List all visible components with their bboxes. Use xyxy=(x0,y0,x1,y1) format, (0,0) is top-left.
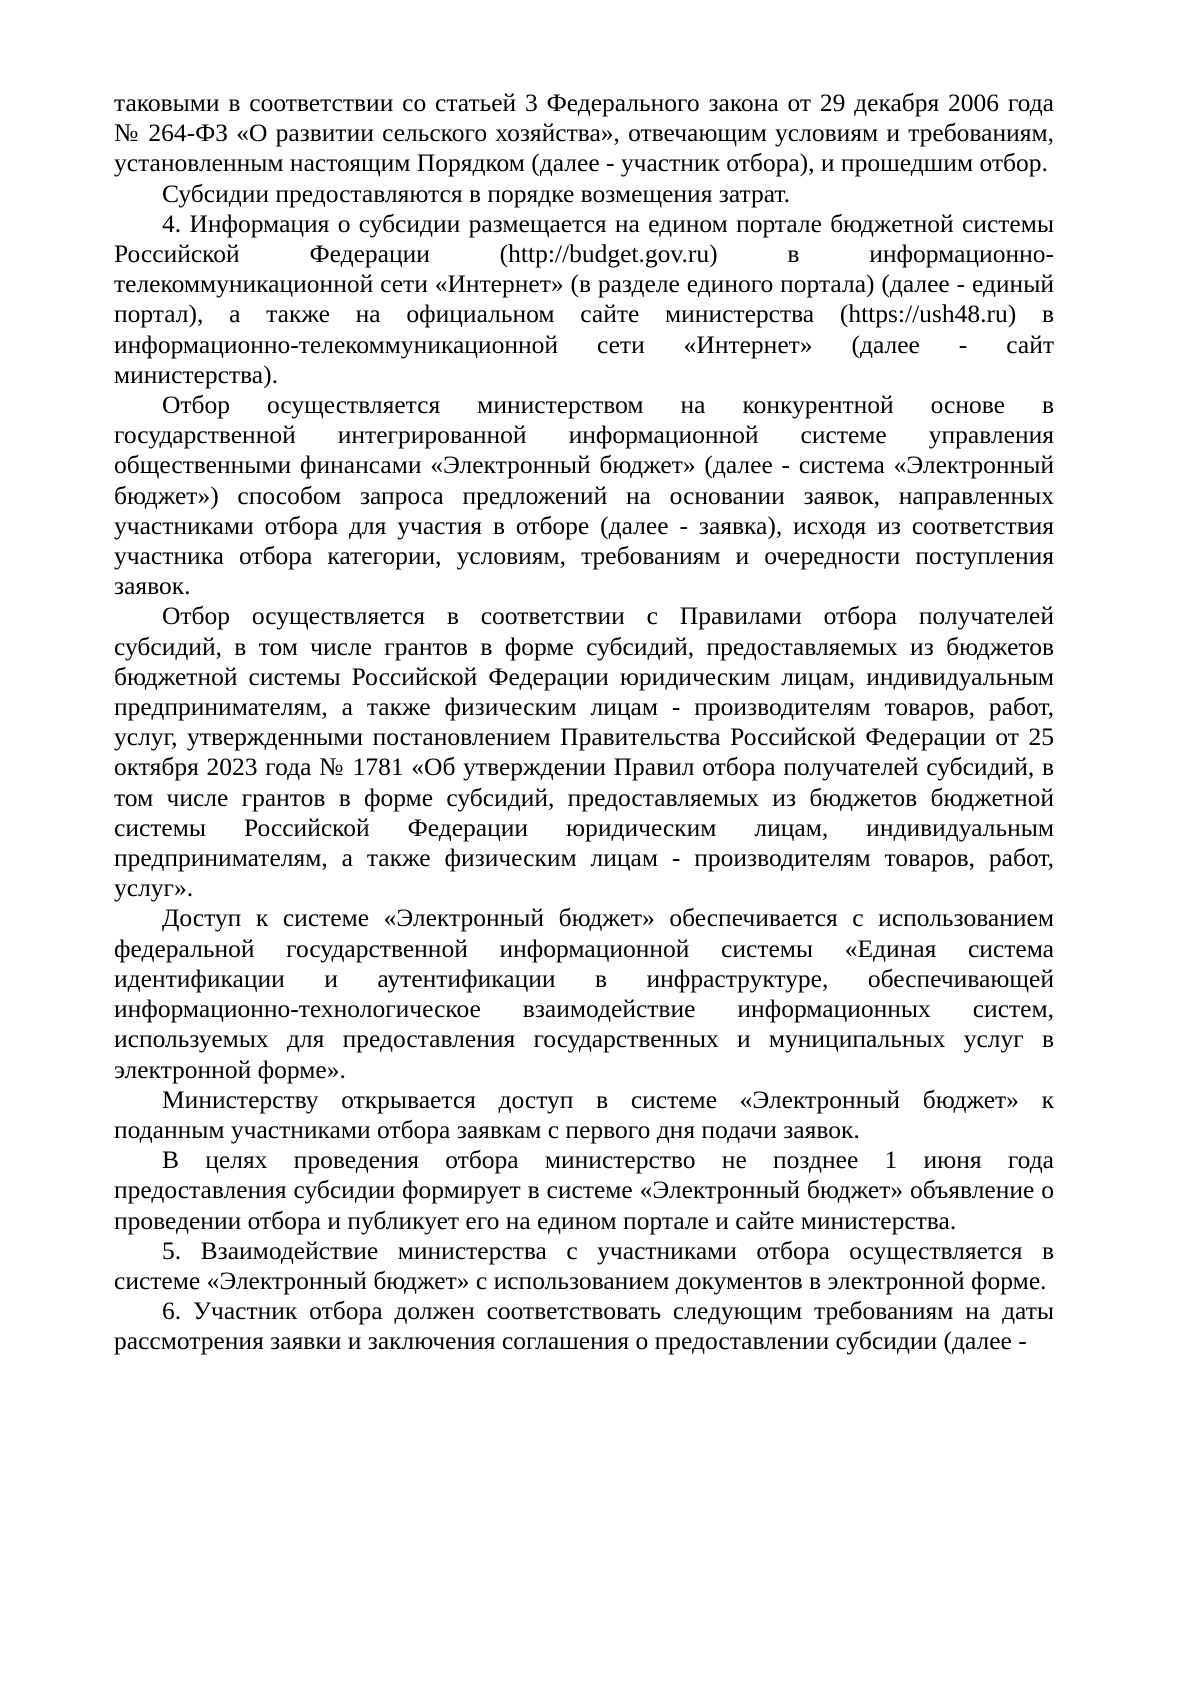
paragraph-system-access: Доступ к системе «Электронный бюджет» обеспечивается с использованием федеральной государственной информационной системы «Единая система идентификации и аутентификации в инфраструктуре, обеспечивающей информационно-технологическое взаимодействие информационных систем, используемых для предоставления государственных и муниципальных услуг в электронной форме». xyxy=(114,903,1054,1084)
paragraph-ministry-access: Министерству открывается доступ в системе «Электронный бюджет» к поданным участниками отбора заявкам с первого дня подачи заявок. xyxy=(114,1084,1054,1144)
paragraph-item-6: 6. Участник отбора должен соответствовать следующим требованиям на даты рассмотрения заявки и заключения соглашения о предоставлении субсидии (далее - xyxy=(114,1296,1054,1356)
paragraph-item-4: 4. Информация о субсидии размещается на едином портале бюджетной системы Российской Федерации (http://budget.gov.ru) в информационно-телекоммуникационной сети «Интернет» (в разделе единого портала) (далее - единый портал), а также на официальном сайте министерства (https://ush48.ru) в информационно-телекоммуникационной сети «Интернет» (далее - сайт министерства). xyxy=(114,208,1054,389)
paragraph-selection-procedure: Отбор осуществляется министерством на конкурентной основе в государственной интегрированной информационной системе управления общественными финансами «Электронный бюджет» (далее - система «Электронный бюджет») способом запроса предложений на основании заявок, направленных участниками отбора для участия в отборе (далее - заявка), исходя из соответствия участника отбора категории, условиям, требованиям и очередности поступления заявок. xyxy=(114,390,1054,601)
paragraph-selection-rules: Отбор осуществляется в соответствии с Правилами отбора получателей субсидий, в том числе грантов в форме субсидий, предоставляемых из бюджетов бюджетной системы Российской Федерации юридическим лицам, индивидуальным предпринимателям, а также физическим лицам - производителям товаров, работ, услуг, утвержденными постановлением Правительства Российской Федерации от 25 октября 2023 года № 1781 «Об утверждении Правил отбора получателей субсидий, в том числе грантов в форме субсидий, предоставляемых из бюджетов бюджетной системы Российской Федерации юридическим лицам, индивидуальным предпринимателям, а также физическим лицам - производителям товаров, работ, услуг». xyxy=(114,601,1054,903)
paragraph-item-5: 5. Взаимодействие министерства с участниками отбора осуществляется в системе «Электронный бюджет» с использованием документов в электронной форме. xyxy=(114,1235,1054,1295)
paragraph-announcement: В целях проведения отбора министерство не позднее 1 июня года предоставления субсидии формирует в системе «Электронный бюджет» объявление о проведении отбора и публикует его на едином портале и сайте министерства. xyxy=(114,1145,1054,1235)
paragraph-continuation: таковыми в соответствии со статьей 3 Федерального закона от 29 декабря 2006 года № 264-ФЗ «О развитии сельского хозяйства», отвечающим условиям и требованиям, установленным настоящим Порядком (далее - участник отбора), и прошедшим отбор. xyxy=(114,88,1054,178)
paragraph-subsidy-reimbursement: Субсидии предоставляются в порядке возмещения затрат. xyxy=(162,178,790,208)
document-body xyxy=(114,88,1054,1357)
